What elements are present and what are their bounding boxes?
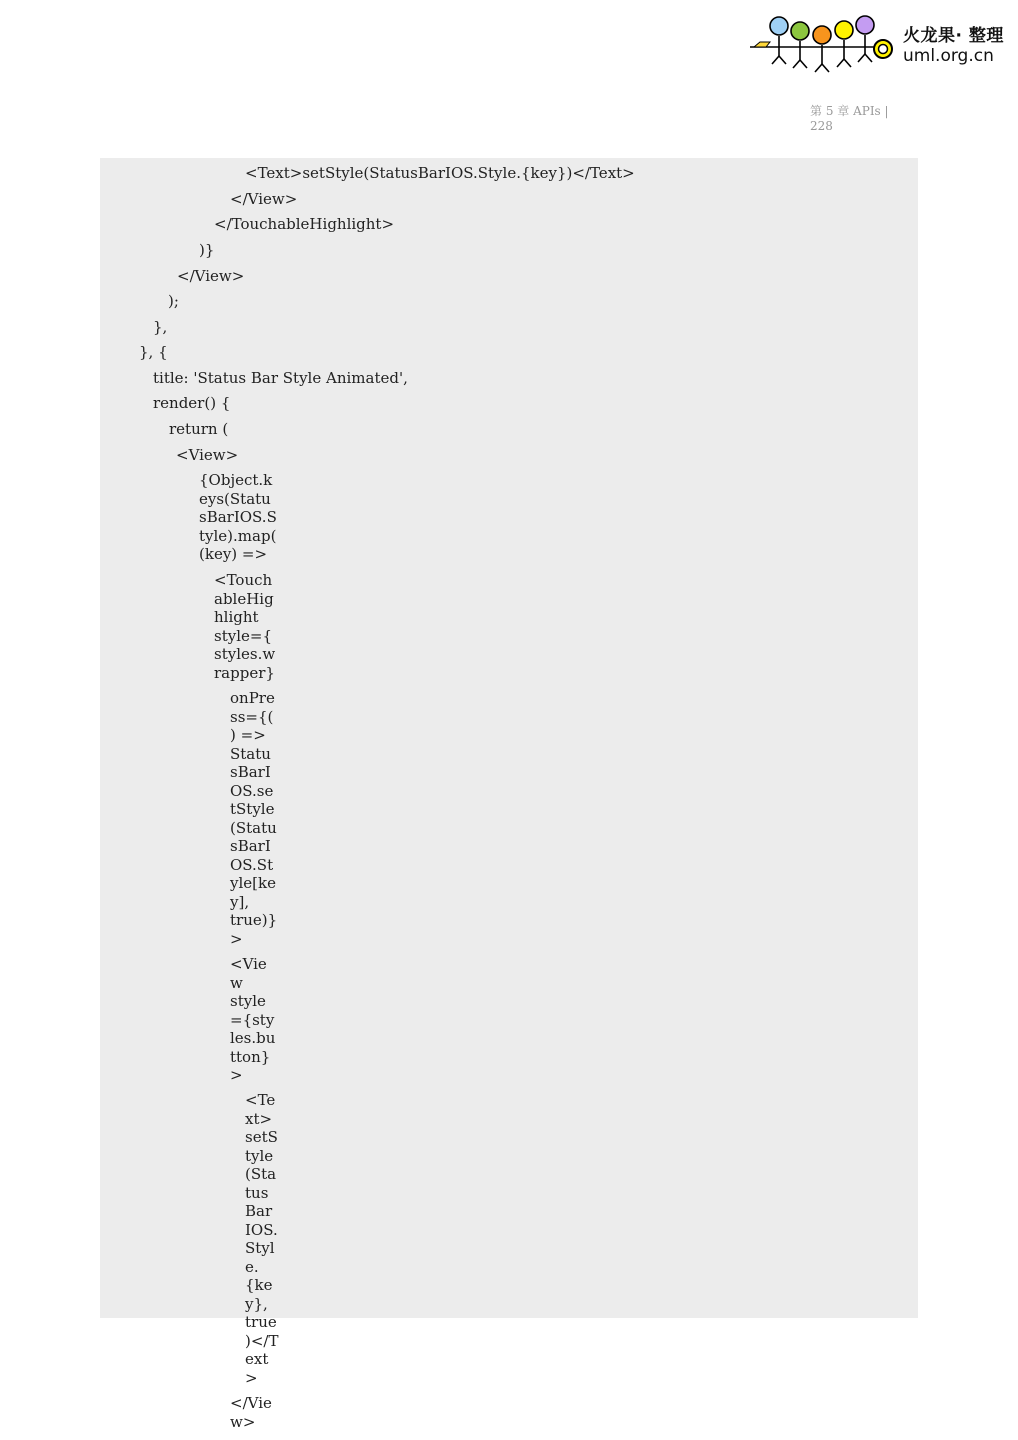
code-wrapped-block: onPre ss={( ) => Statu sBarI OS.se tStyle (Statu sBarI OS.St yle[ke y], true)} > [230, 689, 278, 948]
code-line: }, [153, 318, 168, 336]
code-line: <View> [176, 446, 239, 464]
code-block-background [100, 158, 918, 1318]
code-line: }, { [139, 343, 168, 361]
code-wrapped-block: <Touch ableHig hlight style={ styles.w rapper} [214, 571, 276, 682]
page-header [810, 104, 910, 134]
logo-url: uml.org.cn [903, 46, 994, 66]
code-line: </View> [177, 267, 245, 285]
code-line: ); [168, 292, 179, 310]
stick-figures-logo-icon [748, 12, 898, 78]
logo-title: 火龙果· 整理 [903, 26, 1004, 46]
chapter-label: 第 5 章 APIs | [810, 104, 889, 118]
code-line: title: 'Status Bar Style Animated', [153, 369, 408, 387]
code-line: )} [199, 241, 215, 259]
code-wrapped-block: <Vie w style ={sty les.bu tton} > [230, 955, 276, 1084]
code-wrapped-block: </Vie w> [230, 1394, 272, 1431]
logo [748, 12, 1010, 78]
code-wrapped-block: <Te xt> setS tyle (Sta tus Bar IOS. Styl e. {ke y}, true )</T ext > [245, 1091, 279, 1387]
code-line: </View> [230, 190, 298, 208]
code-line: return ( [169, 420, 229, 438]
code-line: render() { [153, 394, 231, 412]
page-number: 228 [810, 119, 833, 133]
code-wrapped-block: {Object.k eys(Statu sBarIOS.S tyle).map( (key) => [199, 471, 277, 563]
code-line: </TouchableHighlight> [214, 215, 395, 233]
code-line: <Text>setStyle(StatusBarIOS.Style.{key})</Text> [245, 164, 635, 182]
